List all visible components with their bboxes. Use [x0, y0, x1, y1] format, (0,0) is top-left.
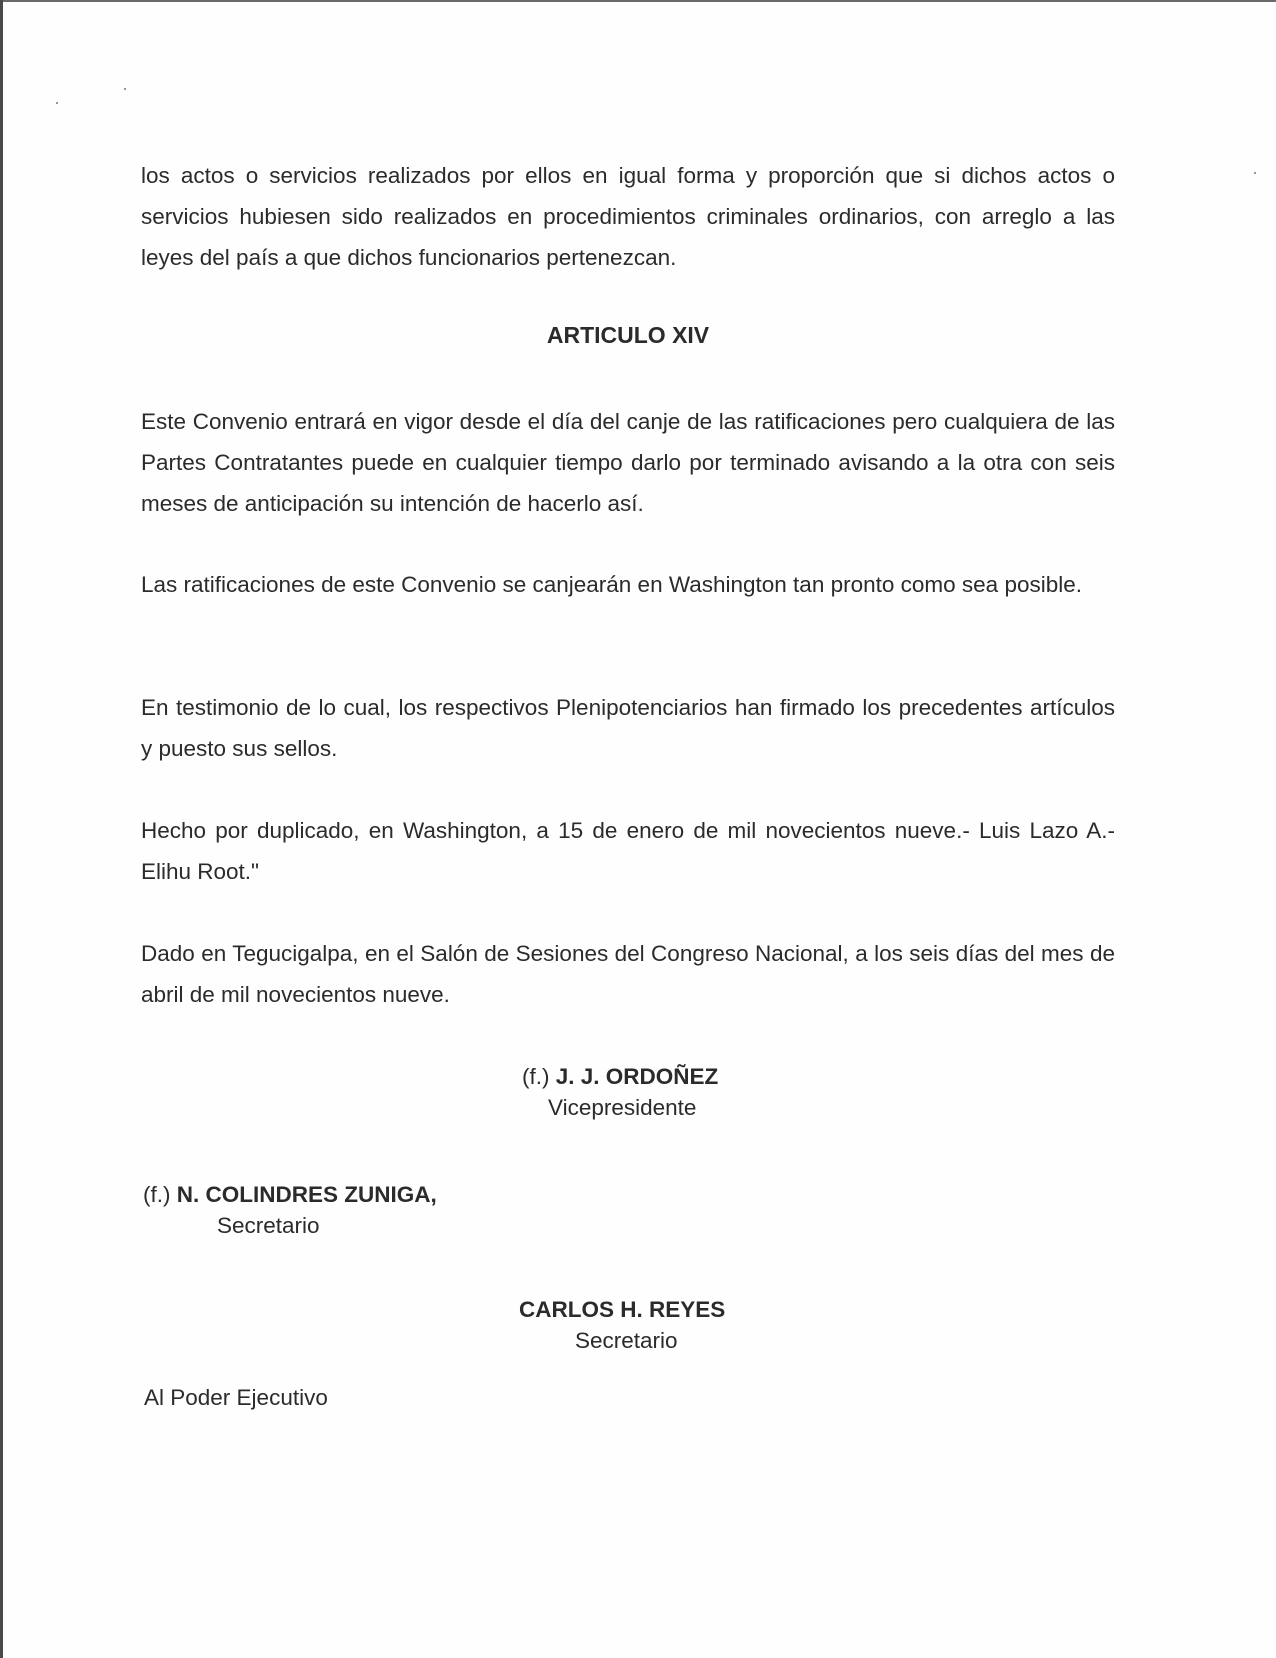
paragraph-ratifications: Las ratificaciones de este Convenio se canjearán en Washington tan pronto como sea posible.: [141, 572, 1082, 597]
signature-name: CARLOS H. REYES: [519, 1297, 726, 1322]
signature-vicepresident: [522, 1061, 718, 1123]
scan-speck: [1254, 172, 1256, 174]
scan-edge-top: [0, 0, 1276, 2]
signature-name: N. COLINDRES ZUNIGA,: [176, 1182, 437, 1207]
article-heading: ARTICULO XIV: [546, 322, 710, 348]
signature-prefix: (f.): [522, 1064, 550, 1089]
paragraph-entry-into-force: Este Convenio entrará en vigor desde el día del canje de las ratificaciones pero cualquiera de las Partes Contratantes puede en cualquier tiempo darlo por terminado avisando a la otra con seis meses de anticipación su intención de hacerlo así.: [141, 409, 1115, 516]
signature-role: Vicepresidente: [548, 1095, 697, 1120]
signature-secretary-1: [143, 1179, 437, 1241]
signature-name: J. J. ORDOÑEZ: [555, 1064, 719, 1089]
signature-secretary-2: [519, 1294, 725, 1356]
scan-speck: [124, 88, 126, 90]
paragraph-done-in-duplicate: Hecho por duplicado, en Washington, a 15 de enero de mil novecientos nueve.- Luis Lazo A.- Elihu Root.": [141, 818, 1115, 884]
signature-role: Secretario: [575, 1328, 678, 1353]
closing-line: Al Poder Ejecutivo: [144, 1385, 328, 1410]
paragraph-continuation: los actos o servicios realizados por ellos en igual forma y proporción que si dichos actos o servicios hubiesen sido realizados en procedimientos criminales ordinarios, con arreglo a las leyes del país a que dichos funcionarios pertenezcan.: [141, 163, 1115, 270]
paragraph-given-in-tegucigalpa: Dado en Tegucigalpa, en el Salón de Sesiones del Congreso Nacional, a los seis días del mes de abril de mil novecientos nueve.: [141, 941, 1115, 1007]
scan-edge-left: [0, 0, 3, 1658]
scan-speck: [56, 102, 58, 104]
paragraph-testimony: En testimonio de lo cual, los respectivos Plenipotenciarios han firmado los precedentes artículos y puesto sus sellos.: [141, 695, 1115, 761]
signature-role: Secretario: [217, 1213, 320, 1238]
signature-prefix: (f.): [143, 1182, 171, 1207]
